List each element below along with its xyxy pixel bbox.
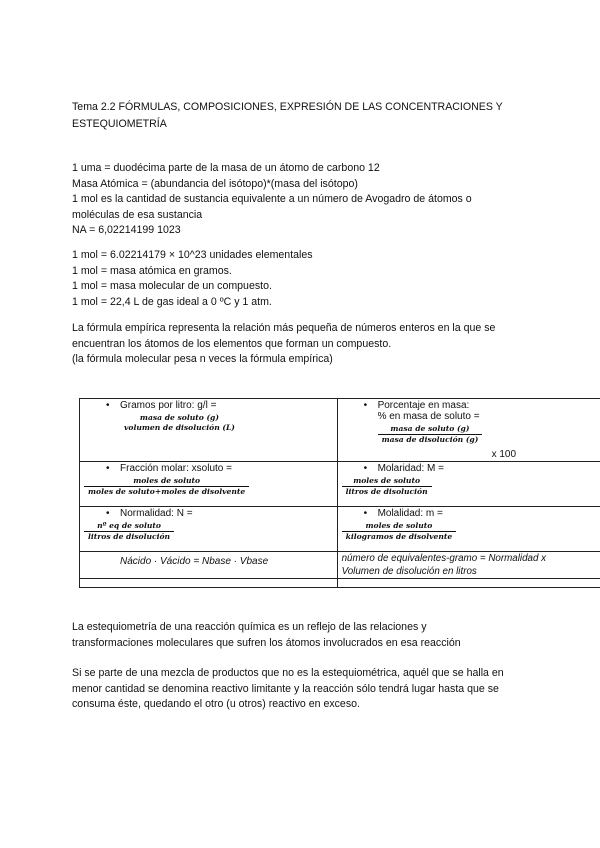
normality-fraction (84, 521, 174, 542)
mole-line: 1 mol = 22,4 L de gas ideal a 0 ºC y 1 atm. (72, 295, 272, 308)
titration-cell (80, 552, 338, 579)
empirical-line: La fórmula empírica representa la relación más pequeña de números enteros en la que se (72, 322, 496, 334)
limiting-line: consuma éste, quedando el otro (u otros) reactivo en exceso. (72, 698, 360, 710)
molality-fraction (342, 521, 457, 542)
mass-percent-cell (337, 399, 600, 462)
grams-per-liter-cell (80, 399, 338, 462)
empirical-line: (la fórmula molecular pesa n veces la fórmula empírica) (72, 353, 333, 365)
definition-line: 1 uma = duodécima parte de la masa de un átomo de carbono 12 (72, 162, 380, 174)
fraction-numerator: nº eq de soluto (97, 521, 161, 530)
percent-factor: x 100 (491, 449, 517, 460)
bullet: • (106, 400, 110, 411)
molality-cell (337, 507, 600, 552)
percent-fraction (378, 424, 483, 445)
fraction-denominator: kilogramos de disolvente (342, 531, 457, 542)
molarity-label: Molaridad: M = (377, 463, 444, 474)
percent-label: Porcentaje en masa: (377, 400, 470, 411)
molar-fraction-label: Fracción molar: xsoluto = (120, 463, 232, 474)
fraction-numerator: masa de soluto (g) (390, 424, 470, 433)
fraction-numerator: moles de soluto (365, 521, 433, 530)
bullet: • (363, 400, 368, 411)
equivalents-line: Volumen de disolución en litros (341, 566, 477, 577)
molar-fraction-cell (80, 462, 338, 507)
definition-line: 1 mol es la cantidad de sustancia equivalente a un número de Avogadro de átomos o (72, 193, 472, 205)
bullet: • (106, 463, 110, 474)
empty-cell (337, 579, 600, 588)
molarity-cell (337, 462, 600, 507)
equivalents-line: número de equivalentes-gramo = Normalidad x (341, 553, 547, 564)
fraction-numerator: moles de soluto (133, 476, 201, 485)
fraction-denominator: litros de disolución (84, 531, 174, 542)
fraction-numerator: masa de soluto (g) (139, 413, 219, 422)
definition-line: NA = 6,02214199 1023 (72, 224, 181, 236)
empty-cell (80, 579, 338, 588)
bullet: • (106, 508, 110, 519)
limiting-line: menor cantidad se denomina reactivo limitante y la reacción sólo tendrá lugar hasta que se (72, 682, 499, 695)
limiting-reagent-paragraph (72, 666, 504, 713)
mole-line: 1 mol = 6.02214179 × 10^23 unidades elementales (72, 249, 313, 261)
bullet: • (363, 463, 368, 474)
percent-sub-label: % en masa de soluto = (377, 411, 480, 422)
titration-equation: Nácido · Vácido = Nbase · Vbase (120, 556, 269, 567)
grams-label: Gramos por litro: g/l = (120, 400, 217, 411)
concentration-formulas-table (79, 398, 600, 588)
definition-line: moléculas de esa sustancia (72, 208, 203, 221)
empirical-line: encuentran los átomos de los elementos que forman un compuesto. (72, 337, 392, 350)
fraction-denominator: masa de disolución (g) (378, 434, 483, 445)
molarity-fraction (342, 476, 432, 497)
fraction-numerator: moles de soluto (353, 476, 421, 485)
stoichiometry-line: La estequiometría de una reacción química es un reflejo de las relaciones y (72, 621, 427, 633)
stoichiometry-line: transformaciones moleculares que sufren los átomos involucrados en esa reacción (72, 636, 461, 649)
normality-label: Normalidad: N = (120, 508, 193, 519)
fraction-denominator: volumen de disolución (L) (124, 423, 235, 432)
equivalents-cell (337, 552, 600, 579)
mole-line: 1 mol = masa molecular de un compuesto. (72, 280, 272, 292)
limiting-line: Si se parte de una mezcla de productos que no es la estequiométrica, aquél que se halla en (72, 667, 504, 679)
empirical-formula-block (72, 321, 495, 368)
stoichiometry-paragraph (72, 620, 461, 651)
fraction-denominator: moles de soluto+moles de disolvente (84, 486, 249, 497)
bullet: • (363, 508, 368, 519)
molar-fraction (84, 476, 249, 497)
molality-label: Molalidad: m = (377, 508, 443, 519)
page-title: Tema 2.2 FÓRMULAS, COMPOSICIONES, EXPRESIÓN DE LAS CONCENTRACIONES Y ESTEQUIOMETRÍA (72, 101, 503, 130)
normality-cell (80, 507, 338, 552)
grams-fraction (120, 413, 239, 433)
definitions-block (72, 161, 472, 239)
mole-line: 1 mol = masa atómica en gramos. (72, 264, 232, 277)
fraction-denominator: litros de disolución (342, 486, 432, 497)
mole-equivalences-block (72, 248, 313, 310)
definition-line: Masa Atómica = (abundancia del isótopo)*(masa del isótopo) (72, 177, 358, 190)
